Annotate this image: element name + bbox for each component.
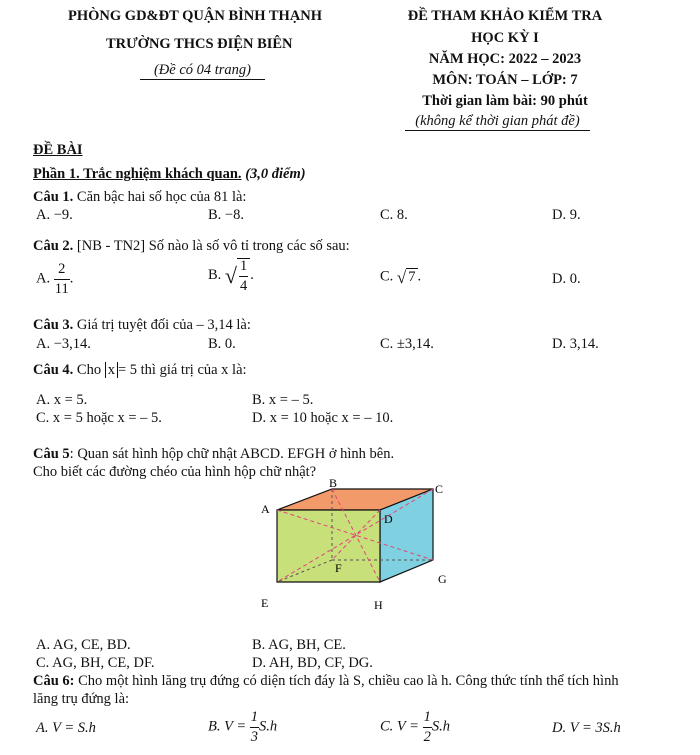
q4-eq: = 5: [117, 362, 138, 378]
q2-option-d: D. 0.: [552, 271, 581, 287]
q1-option-a: A. −9.: [36, 207, 73, 223]
q6-option-b: [208, 710, 277, 744]
header-term: HỌC KỲ I: [471, 30, 539, 46]
q6-c-num: 1: [423, 710, 432, 728]
q4-option-d: D. x = 10 hoặc x = – 10.: [252, 410, 394, 426]
q5-text: : Quan sát hình hộp chữ nhật ABCD. EFGH ở hình bên.: [69, 446, 395, 462]
q1-label: Câu 1.: [33, 189, 74, 205]
q6-option-d: D. V = 3S.h: [552, 720, 621, 736]
q2-option-a: [36, 262, 73, 296]
sqrt-icon: √: [396, 267, 407, 287]
q2-b-label: B.: [208, 266, 222, 283]
sqrt-icon: √: [224, 262, 237, 288]
q6-c-label: C. V =: [380, 718, 419, 735]
vertex-d: D: [384, 512, 393, 526]
q5-option-d: D. AH, BD, CF, DG.: [252, 655, 373, 671]
q1-option-c: C. 8.: [380, 207, 408, 223]
q4-option-b: B. x = – 5.: [252, 392, 314, 408]
q3-text: Giá trị tuyệt đối của – 3,14 là:: [76, 317, 251, 333]
q2-b-num: 1: [239, 259, 248, 277]
q2-option-b: [208, 258, 254, 293]
header-exam-title: ĐỀ THAM KHẢO KIỂM TRA: [407, 8, 603, 24]
q6-b-fraction: [250, 710, 259, 744]
q2-b-dot: .: [250, 266, 254, 283]
q1-option-d: D. 9.: [552, 207, 581, 223]
q4-pre: Cho: [76, 362, 102, 378]
q2-a-dot: .: [69, 270, 74, 287]
q4-label: Câu 4.: [33, 362, 74, 378]
q4-post: thì giá trị của x là:: [140, 362, 247, 378]
q4-absx: x: [105, 362, 118, 378]
q1-text: Căn bậc hai số học của 81 là:: [76, 189, 247, 205]
q4-option-a: A. x = 5.: [36, 392, 88, 408]
q3-label: Câu 3.: [33, 317, 74, 333]
q2-c-val: 7: [408, 269, 416, 285]
q2-a-fraction: [54, 262, 70, 296]
q5-stem: [33, 446, 394, 463]
q6-c-den: 2: [423, 728, 431, 745]
q5-option-a: A. AG, CE, BD.: [36, 637, 131, 653]
vertex-h: H: [374, 598, 383, 612]
section-title: ĐỀ BÀI: [33, 142, 83, 158]
q2-a-num: 2: [54, 262, 70, 280]
q2-c-dot: .: [417, 268, 422, 285]
q4-stem: [33, 362, 247, 379]
q2-a-label: A.: [36, 270, 51, 287]
q6-option-c: [380, 710, 450, 744]
q2-b-sqrt: [225, 258, 250, 293]
q3-option-c: C. ±3,14.: [380, 336, 434, 352]
vertex-c: C: [435, 482, 444, 496]
vertex-a: A: [261, 502, 270, 516]
header-subject: MÔN: TOÁN – LỚP: 7: [432, 72, 578, 88]
q6-b-num: 1: [250, 710, 259, 728]
q6-b-den: 3: [250, 728, 258, 745]
q1-stem: [33, 189, 246, 206]
q2-stem: [33, 238, 350, 255]
header-time: Thời gian làm bài: 90 phút: [422, 93, 588, 109]
q6-c-fraction: [423, 710, 432, 744]
cuboid-figure: [255, 478, 455, 618]
q3-option-a: A. −3,14.: [36, 336, 91, 352]
header-pages-note: (Đề có 04 trang): [140, 62, 265, 80]
q6-stem: [33, 673, 619, 690]
q2-label: Câu 2.: [33, 238, 74, 254]
q5-option-c: C. AG, BH, CE, DF.: [36, 655, 155, 671]
part1-points: (3,0 điểm): [245, 166, 306, 182]
q3-option-d: D. 3,14.: [552, 336, 599, 352]
q5-stem-2: Cho biết các đường chéo của hình hộp chữ nhật?: [33, 464, 317, 480]
q6-c-sh: S.h: [431, 718, 450, 735]
q2-c-sqrt: [397, 268, 418, 286]
header-dept: PHÒNG GD&ĐT QUẬN BÌNH THẠNH: [68, 8, 323, 24]
header-year: NĂM HỌC: 2022 – 2023: [428, 51, 582, 67]
part1-heading: [33, 166, 306, 183]
part1-title: Phần 1. Trắc nghiệm khách quan.: [33, 166, 242, 182]
q5-option-b: B. AG, BH, CE.: [252, 637, 346, 653]
vertex-f: F: [335, 561, 342, 575]
q2-text: [NB - TN2] Số nào là số vô tỉ trong các số sau:: [76, 238, 350, 254]
header-time-note: (không kể thời gian phát đề): [405, 113, 590, 131]
header-school: TRƯỜNG THCS ĐIỆN BIÊN: [106, 36, 293, 52]
q3-stem: [33, 317, 251, 334]
q2-option-c: [380, 268, 421, 286]
q6-stem-2: lăng trụ đứng là:: [33, 691, 130, 707]
q3-option-b: B. 0.: [208, 336, 236, 352]
q2-a-den: 11: [54, 280, 69, 297]
q6-b-label: B. V =: [208, 718, 247, 735]
vertex-g: G: [438, 572, 447, 586]
vertex-b: B: [329, 478, 338, 490]
q6-text: Cho một hình lăng trụ đứng có diện tích đáy là S, chiều cao là h. Công thức tính thể tích hình: [78, 673, 619, 689]
q4-option-c: C. x = 5 hoặc x = – 5.: [36, 410, 162, 426]
q5-label: Câu 5: [33, 446, 70, 462]
q6-option-a: A. V = S.h: [36, 720, 96, 736]
vertex-e: E: [261, 596, 269, 610]
q1-option-b: B. −8.: [208, 207, 244, 223]
front-face: [277, 510, 380, 582]
q6-b-sh: S.h: [259, 718, 278, 735]
q2-b-den: 4: [240, 277, 248, 294]
q2-c-label: C.: [380, 268, 394, 285]
q6-label: Câu 6:: [33, 673, 75, 689]
